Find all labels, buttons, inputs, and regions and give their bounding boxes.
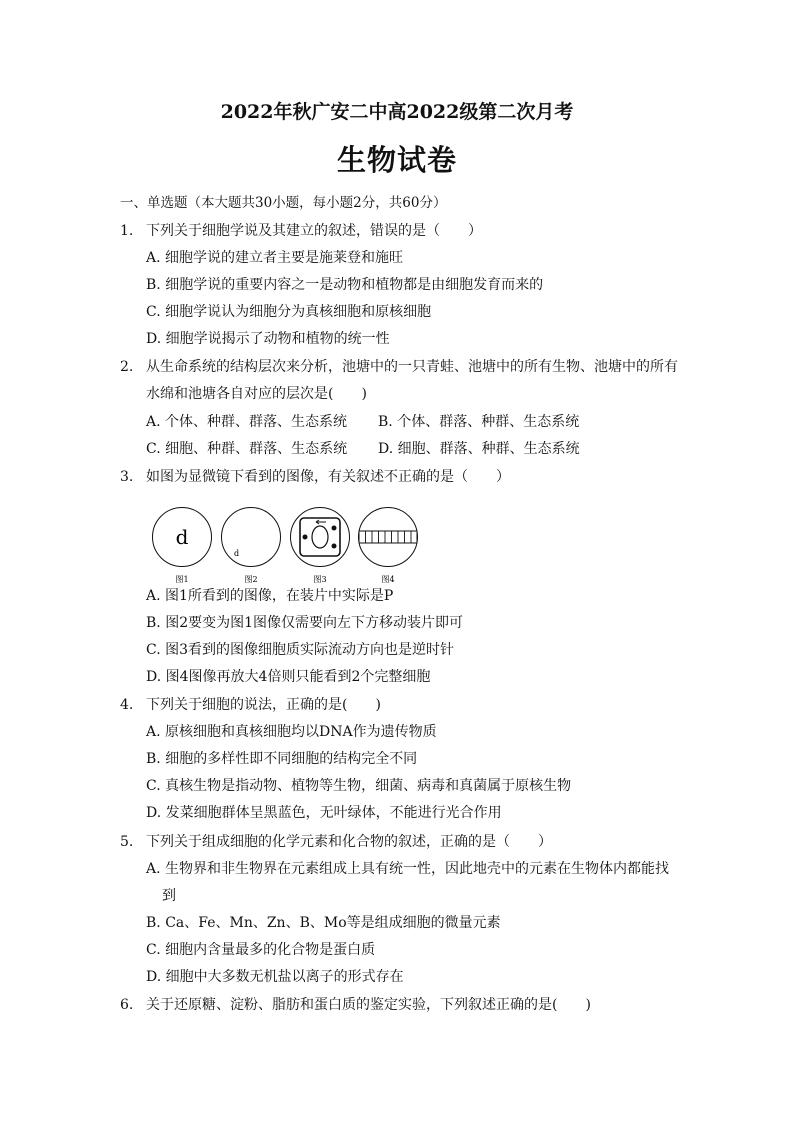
- option-a: A. 生物界和非生物界在元素组成上具有统一性，因此地壳中的元素在生物体内都能找: [146, 861, 670, 877]
- figure-4-cell-divisions: [366, 531, 412, 543]
- option-a-continued: 到: [162, 888, 176, 904]
- option-b: B. 细胞学说的重要内容之一是动物和植物都是由细胞发育而来的: [146, 277, 544, 293]
- figure-caption: 图4: [381, 575, 395, 584]
- option-c: C. 图3看到的图像细胞质实际流动方向也是逆时针: [146, 642, 455, 658]
- option-a: A. 细胞学说的建立者主要是施莱登和施旺: [146, 250, 404, 266]
- question-number: 6.: [120, 997, 134, 1013]
- question-stem: 如图为显微镜下看到的图像，有关叙述不正确的是（ ）: [146, 469, 510, 485]
- option-c: C. 细胞学说认为细胞分为真核细胞和原核细胞: [146, 304, 432, 320]
- figure-3-chloroplast: [332, 544, 337, 549]
- question-stem: 关于还原糖、淀粉、脂肪和蛋白质的鉴定实验，下列叙述正确的是( ): [146, 997, 591, 1013]
- question-stem-continued: 水绵和池塘各自对应的层次是( ): [146, 386, 367, 402]
- question-stem: 从生命系统的结构层次来分析，池塘中的一只青蛙、池塘中的所有生物、池塘中的所有: [146, 359, 678, 375]
- question-number: 2.: [120, 359, 134, 375]
- question-number: 4.: [120, 697, 134, 713]
- question-number: 3.: [120, 469, 134, 485]
- figure-3-chloroplast: [332, 526, 337, 531]
- question-number: 1.: [120, 223, 134, 239]
- question-number: 5.: [120, 834, 134, 850]
- section-heading: 一、单选题（本大题共30小题，每小题2分，共60分）: [120, 195, 447, 211]
- question-stem: 下列关于细胞学说及其建立的叙述，错误的是（ ）: [146, 223, 482, 239]
- question-stem: 下列关于细胞的说法，正确的是( ): [146, 697, 381, 713]
- option-b: B. 图2要变为图1图像仅需要向左下方移动装片即可: [146, 615, 464, 631]
- option-d: D. 细胞中大多数无机盐以离子的形式存在: [146, 969, 404, 985]
- option-a: A. 图1所看到的图像，在装片中实际是P: [146, 588, 394, 604]
- exam-subtitle: 生物试卷: [336, 143, 457, 177]
- option-c: C. 细胞、种群、群落、生态系统: [146, 441, 348, 457]
- figure-caption: 图1: [175, 575, 189, 584]
- option-c: C. 真核生物是指动物、植物等生物，细菌、病毒和真菌属于原核生物: [146, 778, 572, 794]
- figure-2-letter: d: [234, 549, 240, 558]
- option-d: D. 发菜细胞群体呈黑蓝色，无叶绿体，不能进行光合作用: [146, 805, 502, 821]
- figure-caption: 图2: [244, 575, 258, 584]
- option-b: B. 个体、群落、种群、生态系统: [378, 414, 580, 430]
- question-stem: 下列关于组成细胞的化学元素和化合物的叙述，正确的是（ ）: [146, 834, 552, 850]
- figure-3-vacuole: [312, 526, 328, 548]
- option-a: A. 个体、种群、群落、生态系统: [146, 414, 348, 430]
- option-b: B. 细胞的多样性即不同细胞的结构完全不同: [146, 751, 418, 767]
- option-c: C. 细胞内含量最多的化合物是蛋白质: [146, 942, 376, 958]
- option-d: D. 细胞学说揭示了动物和植物的统一性: [146, 331, 390, 347]
- figure-2-circle: [222, 508, 281, 567]
- figure-4-cell-row: [359, 531, 417, 543]
- figure-4-circle: [359, 508, 418, 567]
- option-b: B. Ca、Fe、Mn、Zn、B、Mo等是组成细胞的微量元素: [146, 915, 501, 931]
- microscope-figure: [150, 506, 430, 588]
- option-d: D. 细胞、群落、种群、生态系统: [378, 441, 580, 457]
- option-d: D. 图4图像再放大4倍则只能看到2个完整细胞: [146, 669, 431, 685]
- figure-caption: 图3: [313, 575, 327, 584]
- exam-title: 2022年秋广安二中高2022级第二次月考: [220, 101, 574, 123]
- option-a: A. 原核细胞和真核细胞均以DNA作为遗传物质: [146, 724, 437, 740]
- figure-1-letter: d: [175, 525, 189, 549]
- figure-3-chloroplast: [303, 535, 308, 540]
